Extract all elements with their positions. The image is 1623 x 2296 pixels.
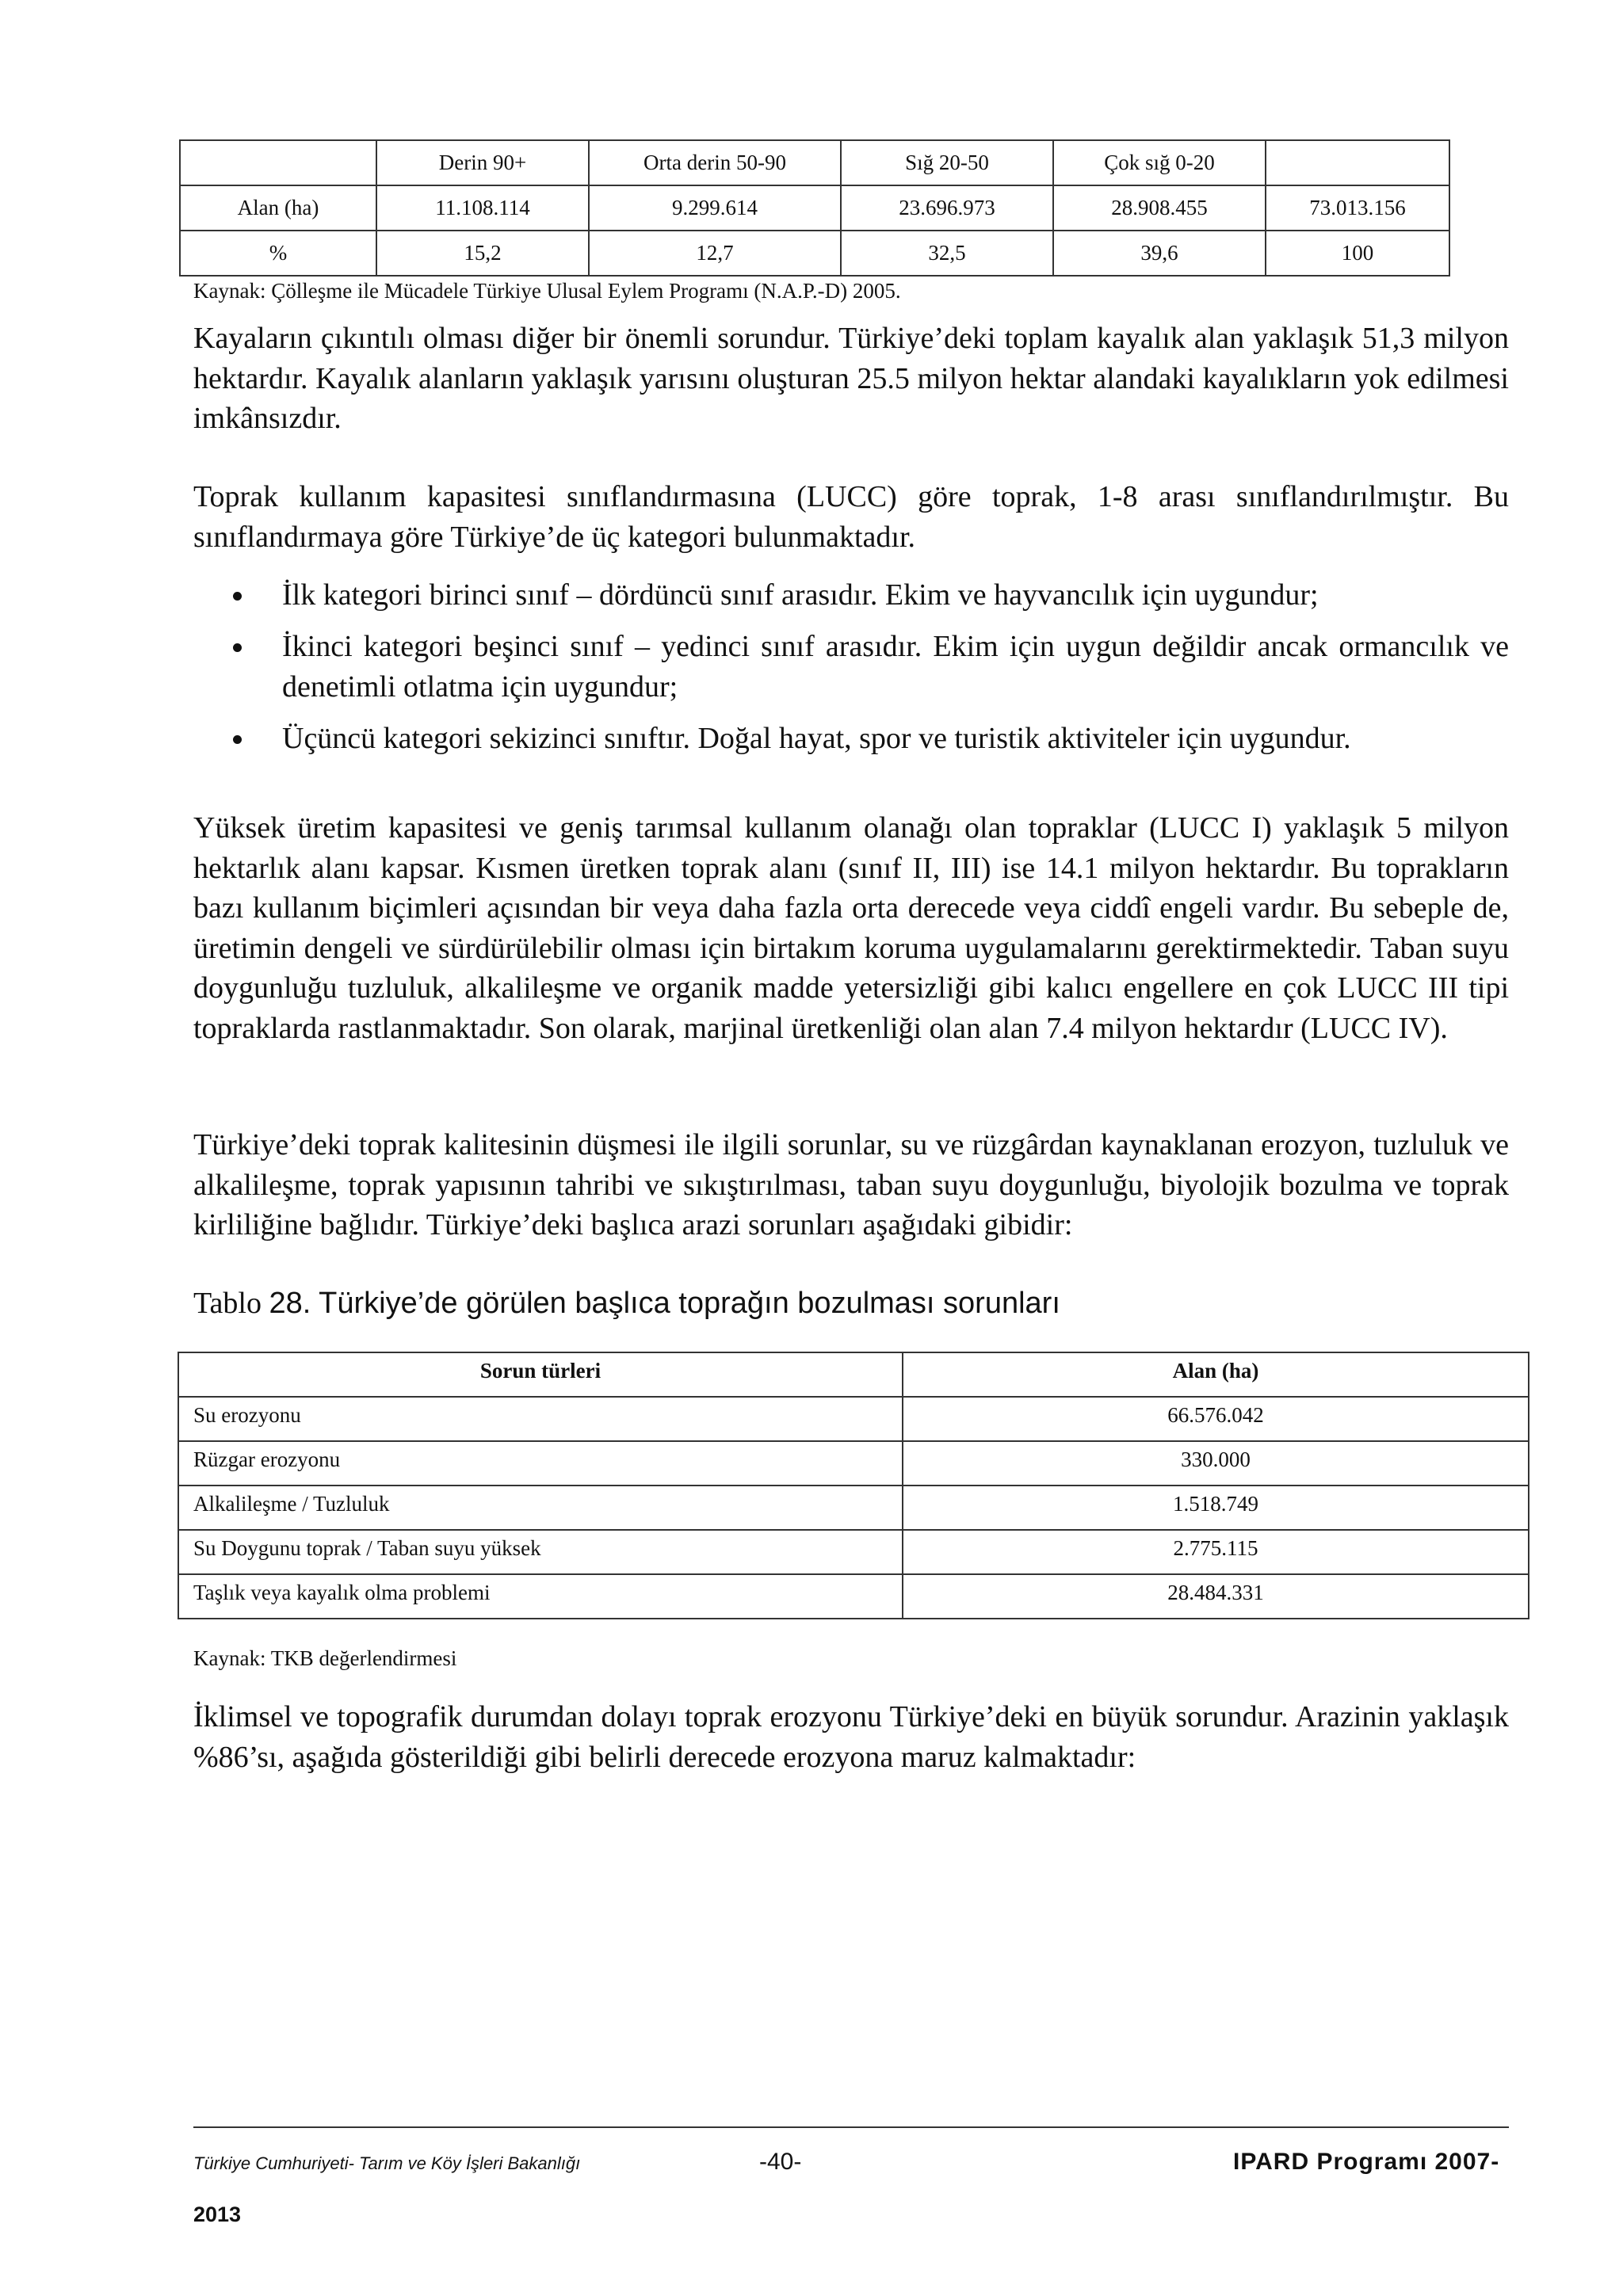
table-cell: 73.013.156 [1266,185,1449,231]
caption-prefix: Tablo [193,1287,269,1320]
table-cell: % [180,231,376,276]
table-header-cell: Sığ 20-50 [841,140,1053,185]
table-cell: 12,7 [589,231,841,276]
footer-program: IPARD Programı 2007- [1233,2149,1500,2175]
footer-year: 2013 [193,2203,242,2226]
table-cell: Rüzgar erozyonu [178,1441,903,1486]
table-row [178,1574,1529,1619]
bullet-icon [233,643,242,652]
list-item-text: Üçüncü kategori sekizinci sınıftır. Doğal hayat, spor ve turistik aktiviteler için uygundur. [282,722,1351,755]
table-header-row [178,1352,1529,1397]
table-cell: 2.775.115 [903,1530,1529,1574]
table-cell: 32,5 [841,231,1053,276]
table-cell: 28.908.455 [1053,185,1266,231]
category-bullet-list [193,575,1509,759]
table-source-note: Kaynak: Çölleşme ile Mücadele Türkiye Ulusal Eylem Programı (N.A.P.-D) 2005. [193,279,901,303]
table-header-row [180,140,1449,185]
table-header-cell: Çok sığ 0-20 [1053,140,1266,185]
table-header-cell: Orta derin 50-90 [589,140,841,185]
table-row [180,185,1449,231]
table-cell: 15,2 [376,231,589,276]
table-cell: Su Doygunu toprak / Taban suyu yüksek [178,1530,903,1574]
table-row [180,231,1449,276]
table-cell: 66.576.042 [903,1397,1529,1441]
table-cell: 23.696.973 [841,185,1053,231]
paragraph-rocky-areas: Kayaların çıkıntılı olması diğer bir önemli sorundur. Türkiye’deki toplam kayalık alan yaklaşık 51,3 milyon hektardır. Kayalık alanların yaklaşık yarısını oluşturan 25.5 milyon hektar alandaki kayalıkların yok edilmesi imkânsızdır. [193,322,1509,435]
list-item-text: İlk kategori birinci sınıf – dördüncü sınıf arasıdır. Ekim ve hayvancılık için uygundur; [282,578,1319,612]
paragraph-lucc-classification: Toprak kullanım kapasitesi sınıflandırmasına (LUCC) göre toprak, 1-8 arası sınıflandırılmıştır. Bu sınıflandırmaya göre Türkiye’de üç kategori bulunmaktadır. [193,480,1509,554]
soil-depth-table [179,139,1450,277]
paragraph-soil-quality: Türkiye’deki toprak kalitesinin düşmesi ile ilgili sorunlar, su ve rüzgârdan kaynaklanan erozyon, tuzluluk ve alkalileşme, toprak yapısının tahribi ve sıkıştırılması, taban suyu doygunluğu, biyolojik bozulma ve toprak kirliliğine bağlıdır. Türkiye’deki başlıca arazi sorunları aşağıdaki gibidir: [193,1128,1509,1241]
table-row [178,1530,1529,1574]
table-cell: 100 [1266,231,1449,276]
table-header-cell: Alan (ha) [903,1352,1529,1397]
table-source-note: Kaynak: TKB değerlendirmesi [193,1646,457,1670]
table-caption [193,1283,1060,1323]
table-cell: Su erozyonu [178,1397,903,1441]
table-cell: Alkalileşme / Tuzluluk [178,1486,903,1530]
footer-divider [193,2126,1509,2128]
table-cell: Taşlık veya kayalık olma problemi [178,1574,903,1619]
paragraph-productive-soils: Yüksek üretim kapasitesi ve geniş tarımsal kullanım olanağı olan topraklar (LUCC I) yaklaşık 5 milyon hektarlık alanı kapsar. Kısmen üretken toprak alanı (sınıf II, III) ise 14.1 milyon hektardır. Bu toprakların bazı kullanım biçimleri açısından bir veya daha fazla orta derecede veya ciddî engeli vardır. Bu sebeple de, üretimin dengeli ve sürdürülebilir olması için birtakım koruma uygulamalarını gerektirmektedir. Taban suyu doygunluğu tuzluluk, alkalileşme ve organik madde yetersizliği gibi kalıcı engellere en çok LUCC III tipi topraklarda rastlanmaktadır. Son olarak, marjinal üretkenliği olan alan 7.4 milyon hektardır (LUCC IV). [193,811,1509,1045]
list-item [193,575,1509,616]
list-item [193,719,1509,759]
table-cell: 330.000 [903,1441,1529,1486]
caption-title: 28. Türkiye’de görülen başlıca toprağın bozulması sorunları [269,1287,1060,1320]
paragraph-erosion: İklimsel ve topografik durumdan dolayı toprak erozyonu Türkiye’deki en büyük sorundur. Arazinin yaklaşık %86’sı, aşağıda gösterildiği gibi belirli derecede erozyona maruz kalmaktadır: [193,1700,1509,1774]
bullet-icon [233,735,242,744]
page-number: -40- [759,2149,802,2175]
list-item [193,627,1509,707]
soil-problems-table [178,1352,1529,1619]
table-cell: Alan (ha) [180,185,376,231]
table-header-cell: Derin 90+ [376,140,589,185]
table-header-cell [1266,140,1449,185]
table-cell: 39,6 [1053,231,1266,276]
table-row [178,1486,1529,1530]
table-cell: 9.299.614 [589,185,841,231]
table-cell: 11.108.114 [376,185,589,231]
list-item-text: İkinci kategori beşinci sınıf – yedinci sınıf arasıdır. Ekim için uygun değildir ancak ormancılık ve denetimli otlatma için uygundur; [282,630,1509,704]
table-header-cell [180,140,376,185]
footer-ministry: Türkiye Cumhuriyeti- Tarım ve Köy İşleri Bakanlığı [193,2153,581,2173]
table-cell: 1.518.749 [903,1486,1529,1530]
bullet-icon [233,592,242,601]
table-row [178,1441,1529,1486]
table-header-cell: Sorun türleri [178,1352,903,1397]
table-row [178,1397,1529,1441]
table-cell: 28.484.331 [903,1574,1529,1619]
